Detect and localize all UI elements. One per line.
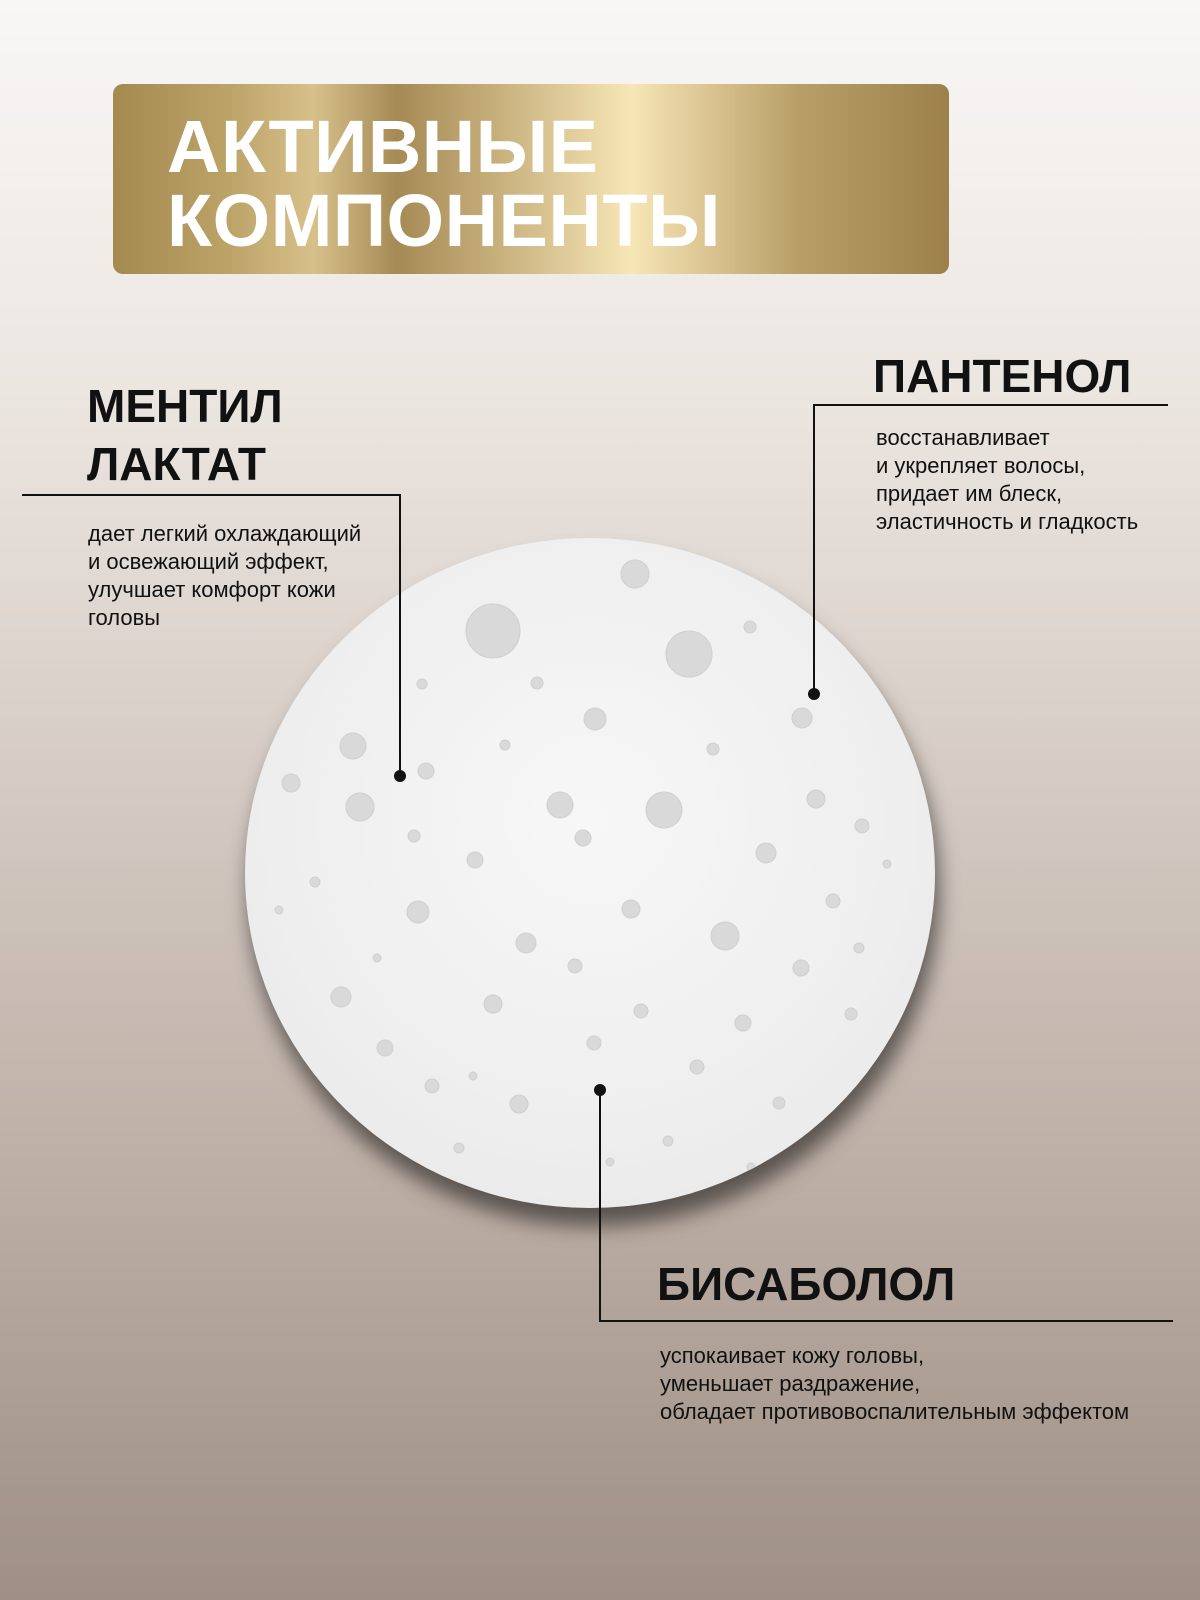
bisabolol-title: БИСАБОЛОЛ: [657, 1258, 956, 1310]
panthenol-desc-line-3: придает им блеск,: [876, 481, 1063, 506]
title-banner: [113, 84, 949, 274]
mentyl-title-line-2: ЛАКТАТ: [87, 438, 266, 490]
panthenol-vertical-line: [813, 404, 815, 693]
mentyl-desc-line-1: дает легкий охлаждающий: [88, 521, 362, 546]
mentyl-desc-line-3: улучшает комфорт кожи: [88, 577, 336, 602]
mentyl-vertical-line: [399, 494, 401, 776]
mentyl-desc-line-4: головы: [88, 605, 161, 630]
bisabolol-horizontal-line: [599, 1320, 1173, 1322]
panthenol-title: ПАНТЕНОЛ: [873, 350, 1132, 402]
foam-circle: [245, 538, 935, 1208]
title-line-2: КОМПОНЕНТЫ: [167, 179, 722, 262]
bisabolol-anchor-dot: [594, 1084, 606, 1096]
mentyl-anchor-dot: [394, 770, 406, 782]
foam-bubbles: [245, 538, 935, 1208]
mentyl-horizontal-line: [22, 494, 400, 496]
panthenol-desc-line-1: восстанавливает: [876, 425, 1050, 450]
mentyl-desc-line-2: и освежающий эффект,: [88, 549, 329, 574]
bisabolol-description: [660, 1342, 1129, 1426]
title-line-1: АКТИВНЫЕ: [167, 105, 599, 188]
bisabolol-desc-line-1: успокаивает кожу головы,: [660, 1343, 925, 1368]
panthenol-description: [876, 424, 1138, 536]
mentyl-lactate-title: [87, 377, 283, 493]
panthenol-desc-line-2: и укрепляет волосы,: [876, 453, 1086, 478]
bisabolol-desc-line-2: уменьшает раздражение,: [660, 1371, 921, 1396]
bisabolol-vertical-line: [599, 1090, 601, 1322]
mentyl-title-line-1: МЕНТИЛ: [87, 380, 283, 432]
panthenol-desc-line-4: эластичность и гладкость: [876, 509, 1139, 534]
panthenol-anchor-dot: [808, 688, 820, 700]
foam-sample: [245, 538, 945, 1228]
mentyl-lactate-description: [88, 520, 361, 632]
bisabolol-desc-line-3: обладает противовоспалительным эффектом: [660, 1399, 1130, 1424]
